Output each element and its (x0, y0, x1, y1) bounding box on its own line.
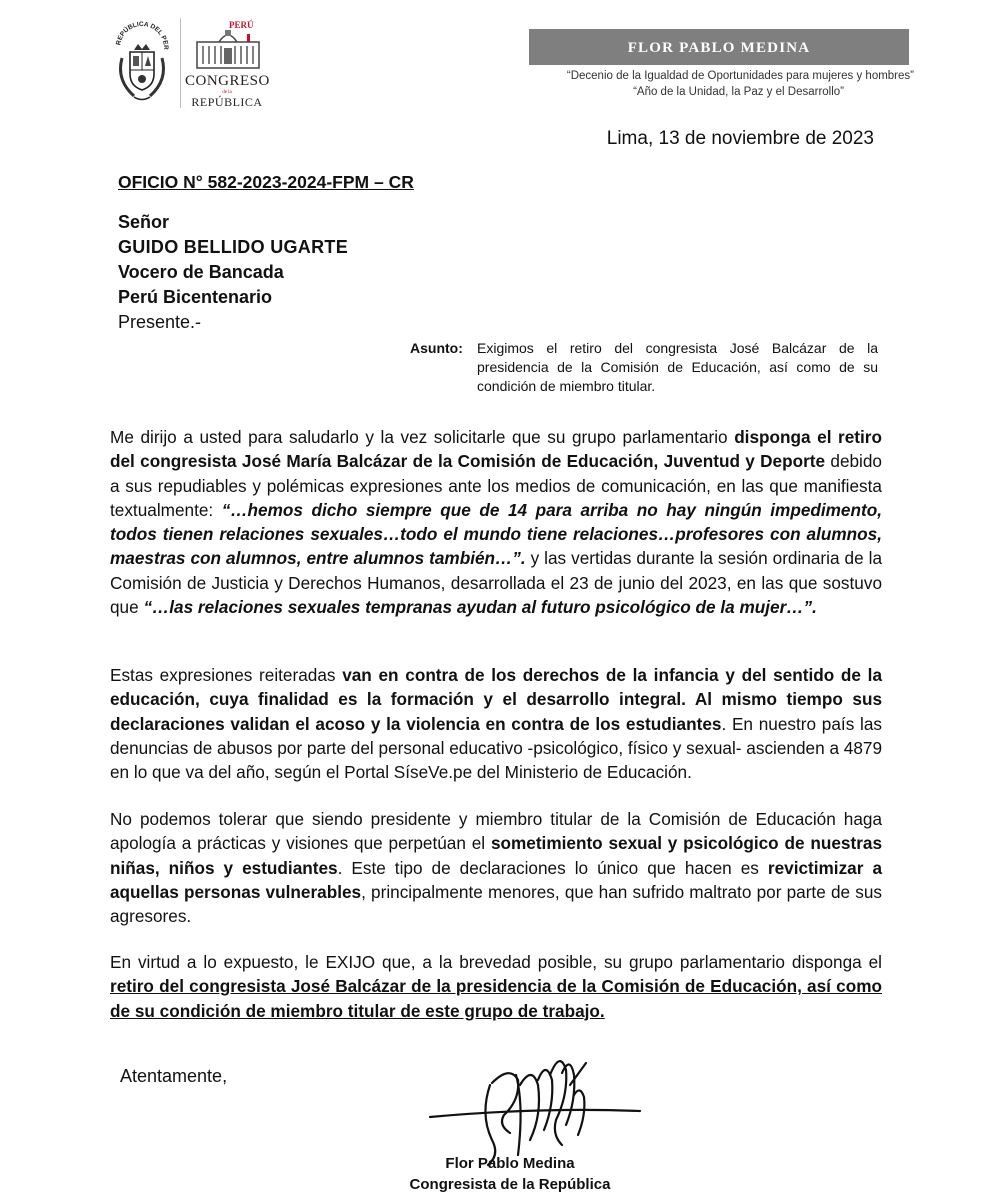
paragraph-3 (110, 807, 882, 928)
sender-name-bar: FLOR PABLO MEDINA (529, 29, 909, 65)
p1-text-e: y las vertidas durante la sesión ordinaria de la Comisión de Justicia y Derechos Humanos, desarrollada el 23 de junio del 2023, en las que sostuvo que (110, 548, 882, 618)
logo-congreso-word: CONGRESO (185, 73, 270, 89)
congreso-logo (180, 18, 269, 108)
p1-text-a: Me dirijo a usted para saludarlo y la vez solicitarle que su grupo parlamentario (110, 427, 735, 447)
p3-text-e: , principalmente menores, que han sufrido maltrato por parte de sus agresores. (110, 881, 882, 927)
anio-line: “Año de la Unidad, la Paz y el Desarrollo” (633, 86, 844, 98)
logo-peru-text: PERÚ (229, 20, 254, 30)
svg-text:REPÚBLICA DEL PERÚ (112, 18, 169, 50)
p3-bold-text-2: revictimizar a aquellas personas vulnerables (110, 857, 882, 902)
recipient-name: GUIDO BELLIDO UGARTE (118, 237, 348, 257)
crest-arc-text: REPÚBLICA DEL PER (115, 20, 170, 50)
congress-building-icon (195, 28, 261, 72)
subject-label: Asunto: (410, 340, 463, 356)
recipient-position: Vocero de Bancada (118, 262, 284, 282)
p1-quote-1: “…hemos dicho siempre que de 14 para arriba no hay ningún impedimento, todos tienen relaciones sexuales…todo el mundo tiene relaciones…profesores con alumnos, maestras con alumnos, entre alumnos también…”. (110, 499, 882, 569)
oficio-number: OFICIO N° 582-2023-2024-FPM – CR (118, 172, 414, 192)
signature-block (360, 1153, 660, 1195)
logo-republica-word: REPÚBLICA (191, 95, 263, 109)
paragraph-2 (110, 663, 882, 784)
closing-text: Atentamente, (120, 1066, 228, 1086)
paragraph-4 (110, 950, 882, 1023)
p3-bold-text-1: sometimiento sexual y psicológico de nuestras niñas, niños y estudiantes (110, 833, 882, 878)
decenio-block (520, 68, 914, 100)
p2-text-c: . En nuestro país las denuncias de abusos por parte del personal educativo -psicológico, físico y sexual- ascienden a 4879 en lo que va del año, según el Portal SíseVe.pe del Ministerio de Educación. (110, 713, 883, 783)
paragraph-1 (110, 425, 882, 619)
p3-text-a: No podemos tolerar que siendo presidente y miembro titular de la Comisión de Educación haga apología a prácticas y visiones que perpetúan el (110, 809, 882, 854)
recipient-salutation: Señor (118, 212, 170, 232)
coat-of-arms-logo (112, 18, 172, 104)
p1-quote-2: “…las relaciones sexuales tempranas ayudan al futuro psicológico de la mujer…”. (143, 597, 817, 618)
logo-connector: de la (222, 90, 232, 95)
p1-text-c: debido a sus repudiables y polémicas expresiones ante los medios de comunicación, en las que manifiesta textualmente: (110, 451, 882, 520)
recipient-presente: Presente.- (118, 312, 202, 332)
recipient-group: Perú Bicentenario (118, 287, 273, 307)
p2-bold-text: van en contra de los derechos de la infancia y del sentido de la educación, cuya finalidad es la formación y el desarrollo integral. Al mismo tiempo sus declaraciones validan el acoso y la violencia en contra de los estudiantes (110, 665, 882, 734)
p4-text-a: En virtud a lo expuesto, le EXIJO que, a la brevedad posible, su grupo parlamentario disponga el (110, 952, 882, 972)
decenio-line: “Decenio de la Igualdad de Oportunidades para mujeres y hombres” (566, 70, 914, 82)
signatory-title: Congresista de la República (409, 1176, 611, 1193)
p2-text-a: Estas expresiones reiteradas (110, 665, 343, 685)
signatory-name: Flor Pablo Medina (445, 1155, 575, 1172)
letter-date: Lima, 13 de noviembre de 2023 (606, 128, 874, 149)
p3-text-c: . Este tipo de declaraciones lo único que hacen es (337, 857, 768, 878)
p4-demand-text: retiro del congresista José Balcázar de la presidencia de la Comisión de Educación, así como de su condición de miembro titular de este grupo de trabajo. (110, 976, 882, 1021)
p1-bold-request: disponga el retiro del congresista José María Balcázar de la Comisión de Educación, Juventud y Deporte (110, 427, 882, 472)
subject-text: Exigimos el retiro del congresista José Balcázar de la presidencia de la Comisión de Educación, así como de su condición de miembro titular. (477, 340, 878, 394)
recipient-block (118, 210, 348, 335)
